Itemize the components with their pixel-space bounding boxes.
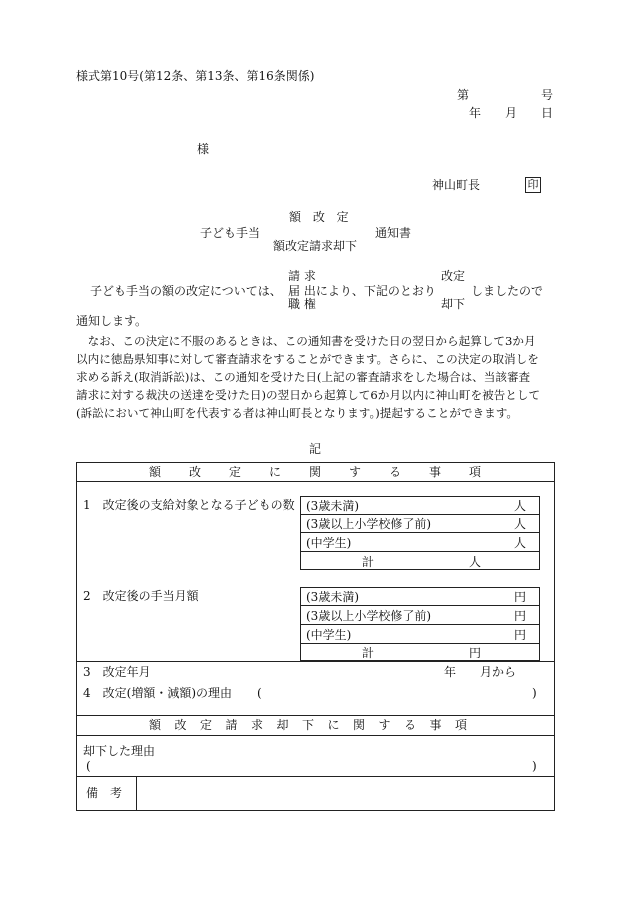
body-main-right: しましたので	[471, 284, 544, 298]
number-suffix: 号	[541, 88, 554, 102]
body-lower-right: 却下	[441, 297, 466, 311]
remarks-divider	[136, 776, 137, 811]
remarks-label: 備 考	[86, 786, 123, 800]
section1-header-text: 額改定に関する事項	[149, 465, 510, 479]
rejection-reason-label: 却下した理由	[83, 744, 156, 758]
body-main-left: 子ども手当の額の改定については、	[90, 284, 282, 298]
item1-row-unit: 人	[514, 499, 527, 513]
notice-line: 求める訴え(取消訴訟)は、この通知を受けた日(上記の審査請求をした場合は、当該審査	[76, 370, 531, 384]
divider	[300, 514, 540, 515]
item1-row-unit: 人	[514, 536, 527, 550]
item3-year: 年	[444, 665, 457, 679]
body-upper-right: 改定	[441, 269, 466, 283]
issuer-name: 神山町長	[432, 178, 481, 192]
item3-month-from: 月から	[480, 665, 517, 679]
date-day: 日	[541, 106, 554, 120]
item1-row-label: (中学生)	[306, 536, 352, 550]
notice-line: なお、この決定に不服のあるときは、この通知書を受けた日の翌日から起算して3か月	[76, 334, 536, 348]
body-lower-mid: 職 権	[288, 297, 316, 311]
title-right: 通知書	[375, 226, 412, 240]
divider	[300, 551, 540, 552]
item2-total-unit: 円	[469, 646, 482, 660]
title-top: 額 改 定	[289, 210, 353, 224]
item2-row-unit: 円	[514, 628, 527, 642]
divider	[76, 776, 555, 777]
rejection-open-paren: (	[86, 759, 91, 773]
divider	[300, 624, 540, 625]
item1-row-label: (3歳以上小学校修了前)	[306, 517, 431, 531]
section2-header-text: 額改定請求却下に関する事項	[149, 718, 481, 732]
divider	[76, 735, 555, 736]
recipient-suffix: 様	[197, 142, 210, 156]
item1-row-label: (3歳未満)	[306, 499, 359, 513]
form-number: 様式第10号(第12条、第13条、第16条関係)	[76, 69, 315, 83]
item4-open-paren: (	[257, 686, 262, 700]
item2-total-label: 計	[362, 646, 375, 660]
notice-line: 以内に徳島県知事に対して審査請求をすることができます。さらに、この決定の取消しを	[76, 352, 539, 366]
date-year: 年	[469, 106, 482, 120]
number-prefix: 第	[457, 88, 470, 102]
item2-row-unit: 円	[514, 590, 527, 604]
item1-row-unit: 人	[514, 517, 527, 531]
item3-label: 3 改定年月	[83, 665, 151, 679]
seal-mark: 印	[525, 177, 541, 193]
item2-row-label: (3歳未満)	[306, 590, 359, 604]
notice-line: 請求に対する裁決の送達を受けた日)の翌日から起算して6か月以内に神山町を被告として	[76, 388, 541, 402]
section2-header	[149, 718, 481, 732]
item1-total-label: 計	[362, 555, 375, 569]
rejection-close-paren: )	[532, 759, 537, 773]
item2-row-label: (中学生)	[306, 628, 352, 642]
divider	[300, 532, 540, 533]
body-upper-mid: 請 求	[288, 269, 316, 283]
item4-label: 4 改定(増額・減額)の理由	[83, 686, 232, 700]
item2-label: 2 改定後の手当月額	[83, 589, 199, 603]
date-month: 月	[505, 106, 518, 120]
divider	[300, 605, 540, 606]
divider	[76, 661, 555, 662]
item1-total-unit: 人	[469, 555, 482, 569]
notice-line: (訴訟において神山町を代表する者は神山町長となります。)提起することができます。	[76, 406, 518, 420]
item2-row-label: (3歳以上小学校修了前)	[306, 609, 431, 623]
item2-row-unit: 円	[514, 609, 527, 623]
body-main-mid: 届 出により、下記のとおり	[288, 284, 436, 298]
section1-header	[149, 465, 510, 479]
divider	[76, 481, 555, 482]
divider	[76, 715, 555, 716]
divider	[300, 643, 540, 644]
ki-heading: 記	[309, 442, 322, 456]
title-left: 子ども手当	[200, 226, 261, 240]
title-bottom: 額改定請求却下	[273, 239, 358, 253]
body-continuation: 通知します。	[76, 314, 148, 328]
item4-close-paren: )	[532, 686, 537, 700]
item1-label: 1 改定後の支給対象となる子どもの数	[83, 498, 295, 512]
